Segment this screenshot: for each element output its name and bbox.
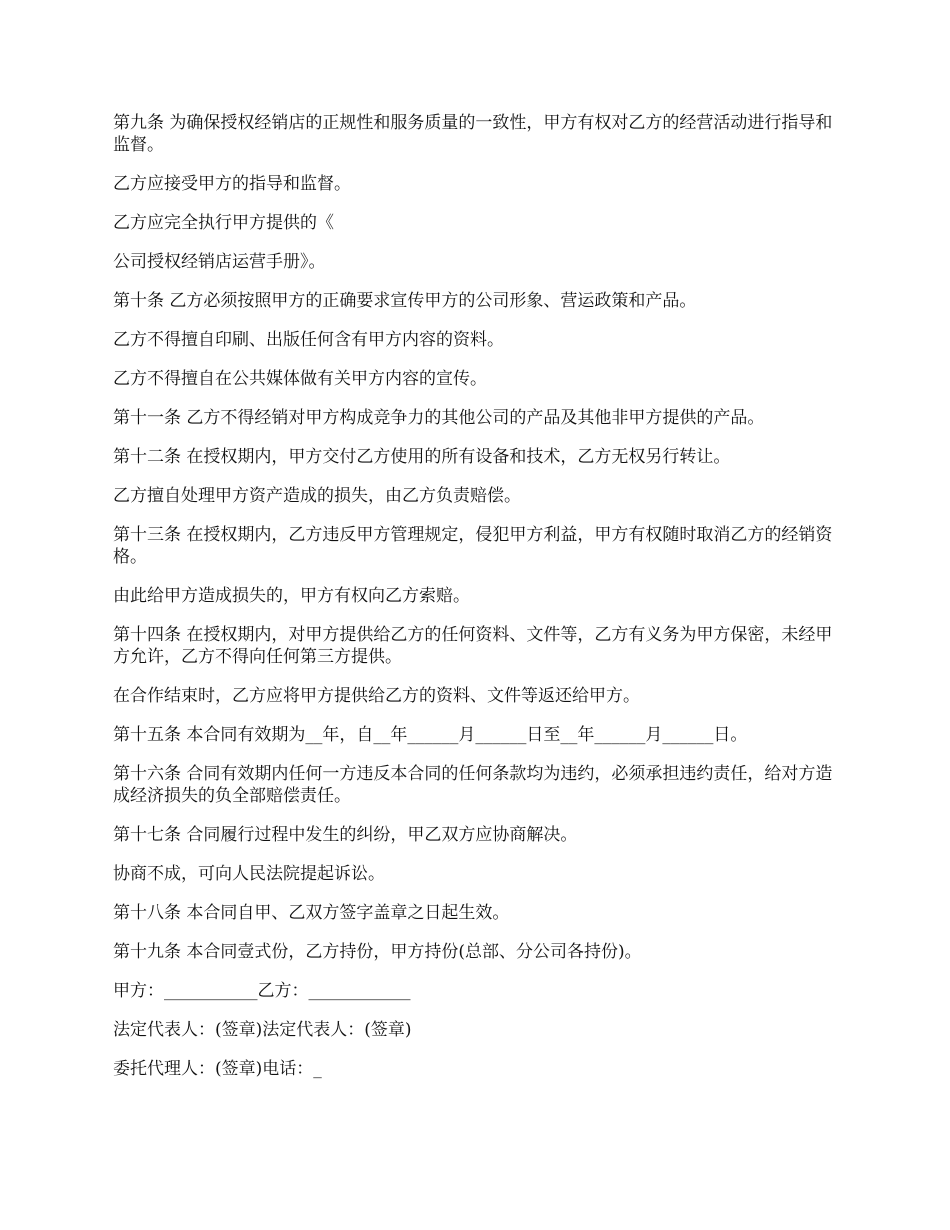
signature-party-line: 甲方：___________乙方：____________ — [113, 981, 411, 1001]
paragraph: 在合作结束时，乙方应将甲方提供给乙方的资料、文件等返还给甲方。 — [113, 686, 640, 706]
signature-legal-rep-line: 法定代表人：(签章)法定代表人：(签章) — [113, 1020, 412, 1040]
paragraph: 乙方擅自处理甲方资产造成的损失，由乙方负责赔偿。 — [113, 486, 521, 506]
paragraph-article-19: 第十九条 本合同壹式份，乙方持份，甲方持份(总部、分公司各持份)。 — [113, 942, 642, 962]
paragraph-article-9: 第九条 为确保授权经销店的正规性和服务质量的一致性，甲方有权对乙方的经营活动进行指导和监督。 — [113, 113, 833, 155]
paragraph: 协商不成，可向人民法院提起诉讼。 — [113, 864, 385, 884]
paragraph-article-14: 第十四条 在授权期内，对甲方提供给乙方的任何资料、文件等，乙方有义务为甲方保密，未经甲方允许，乙方不得向任何第三方提供。 — [113, 625, 833, 667]
paragraph-article-11: 第十一条 乙方不得经销对甲方构成竞争力的其他公司的产品及其他非甲方提供的产品。 — [113, 408, 765, 428]
paragraph-article-10: 第十条 乙方必须按照甲方的正确要求宣传甲方的公司形象、营运政策和产品。 — [113, 291, 697, 311]
paragraph: 乙方不得擅自印刷、出版任何含有甲方内容的资料。 — [113, 330, 504, 350]
signature-agent-line: 委托代理人：(签章)电话：_ — [113, 1059, 322, 1079]
paragraph-article-12: 第十二条 在授权期内，甲方交付乙方使用的所有设备和技术，乙方无权另行转让。 — [113, 447, 731, 467]
paragraph: 乙方不得擅自在公共媒体做有关甲方内容的宣传。 — [113, 369, 487, 389]
paragraph: 乙方应完全执行甲方提供的《 — [113, 213, 334, 233]
paragraph-article-15: 第十五条 本合同有效期为__年，自__年______月______日至__年______月______日。 — [113, 725, 748, 745]
paragraph: 由此给甲方造成损失的，甲方有权向乙方索赔。 — [113, 586, 470, 606]
paragraph: 乙方应接受甲方的指导和监督。 — [113, 174, 351, 194]
paragraph-article-13: 第十三条 在授权期内，乙方违反甲方管理规定，侵犯甲方利益，甲方有权随时取消乙方的经销资格。 — [113, 525, 833, 567]
paragraph: 公司授权经销店运营手册》。 — [113, 252, 326, 272]
document-body — [113, 112, 841, 1097]
paragraph-article-16: 第十六条 合同有效期内任何一方违反本合同的任何条款均为违约，必须承担违约责任，给对方造成经济损失的负全部赔偿责任。 — [113, 764, 833, 806]
paragraph-article-18: 第十八条 本合同自甲、乙双方签字盖章之日起生效。 — [113, 903, 510, 923]
paragraph-article-17: 第十七条 合同履行过程中发生的纠纷，甲乙双方应协商解决。 — [113, 825, 578, 845]
